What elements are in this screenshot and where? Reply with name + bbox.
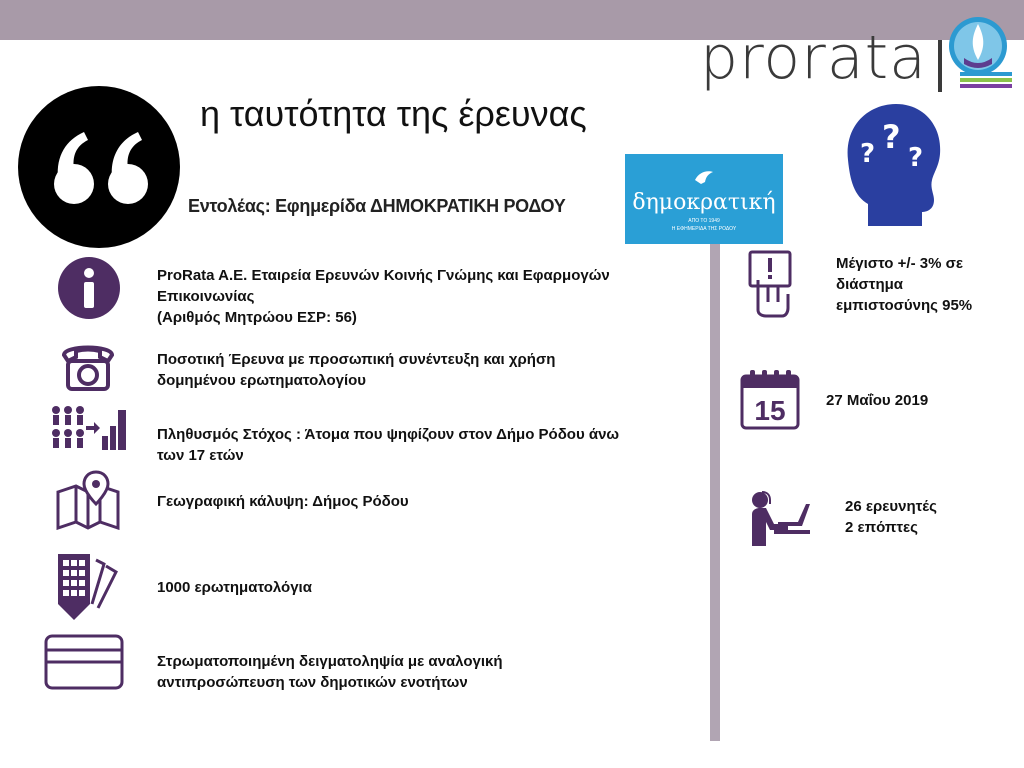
client-label: Εντολέας: Εφημερίδα ΔΗΜΟΚΡΑΤΙΚΗ ΡΟΔΟΥ	[188, 196, 566, 216]
interviewer-icon	[748, 490, 810, 548]
newspaper-subtagline: Η ΕΦΗΜΕΡΙΔΑ ΤΗΣ ΡΟΔΟΥ	[671, 226, 737, 232]
staff-text	[845, 496, 937, 538]
population-chart-icon	[48, 404, 128, 452]
svg-text:?: ?	[860, 139, 876, 169]
logo-divider	[938, 40, 942, 92]
vertical-divider	[710, 244, 720, 741]
text-line: των 17 ετών	[157, 447, 244, 464]
text-line: 27 Μαΐου 2019	[826, 392, 929, 409]
thinking-head-icon	[838, 100, 946, 226]
agency-text	[157, 265, 610, 328]
text-line: 26 ερευνητές	[845, 498, 937, 515]
text-line: Πληθυσμός Στόχος : Άτομα που ψηφίζουν στον Δήμο Ρόδου άνω	[157, 426, 620, 443]
population-text	[157, 424, 619, 466]
coverage-text	[157, 491, 409, 512]
text-line: αντιπροσώπευση των δημοτικών ενοτήτων	[157, 674, 468, 691]
text-line: 1000 ερωτηματολόγια	[157, 579, 312, 596]
survey-date-text	[826, 390, 928, 411]
error-margin-text	[836, 253, 972, 316]
sampling-text	[157, 651, 503, 693]
text-line: Επικοινωνίας	[157, 288, 255, 305]
slide-title: η ταυτότητα της έρευνας	[200, 93, 587, 134]
text-line: διάστημα	[836, 276, 904, 293]
questionnaire-pencil-icon	[56, 552, 120, 622]
text-line: ProRata A.E. Εταιρεία Ερευνών Κοινής Γνώμης και Εφαρμογών	[157, 267, 610, 284]
calendar-icon	[740, 368, 800, 430]
newspaper-logo	[625, 154, 783, 244]
dove-icon	[693, 168, 715, 186]
info-icon	[56, 255, 122, 321]
calendar-number: 15	[754, 395, 786, 426]
prorata-logo-text: prorata	[700, 23, 927, 93]
newspaper-name: δημοκρατική	[632, 190, 776, 215]
newspaper-tagline: ΑΠΟ ΤΟ 1949	[688, 218, 720, 224]
text-line: εμπιστοσύνης 95%	[836, 297, 973, 314]
text-line: Ποσοτική Έρευνα με προσωπική συνέντευξη και χρήση	[157, 351, 556, 368]
text-line: 2 επόπτες	[845, 519, 918, 536]
prorata-badge-icon	[948, 16, 1008, 76]
text-line: Στρωματοποιημένη δειγματοληψία με αναλογική	[157, 653, 503, 670]
text-line: Γεωγραφική κάλυψη: Δήμος Ρόδου	[157, 493, 409, 510]
quote-mark-icon	[18, 86, 180, 248]
telephone-icon	[60, 337, 116, 393]
svg-text:?: ?	[882, 118, 901, 156]
text-line: Μέγιστο +/- 3% σε	[836, 255, 963, 272]
logo-stripes	[960, 72, 1012, 88]
map-pin-icon	[56, 470, 120, 530]
text-line: δομημένου ερωτηματολογίου	[157, 372, 367, 389]
svg-text:?: ?	[908, 143, 924, 173]
method-text	[157, 349, 555, 391]
error-margin-icon	[748, 250, 794, 318]
card-icon	[44, 634, 124, 690]
text-line: (Αριθμός Μητρώου ΕΣΡ: 56)	[157, 309, 357, 326]
questionnaires-text	[157, 577, 312, 598]
